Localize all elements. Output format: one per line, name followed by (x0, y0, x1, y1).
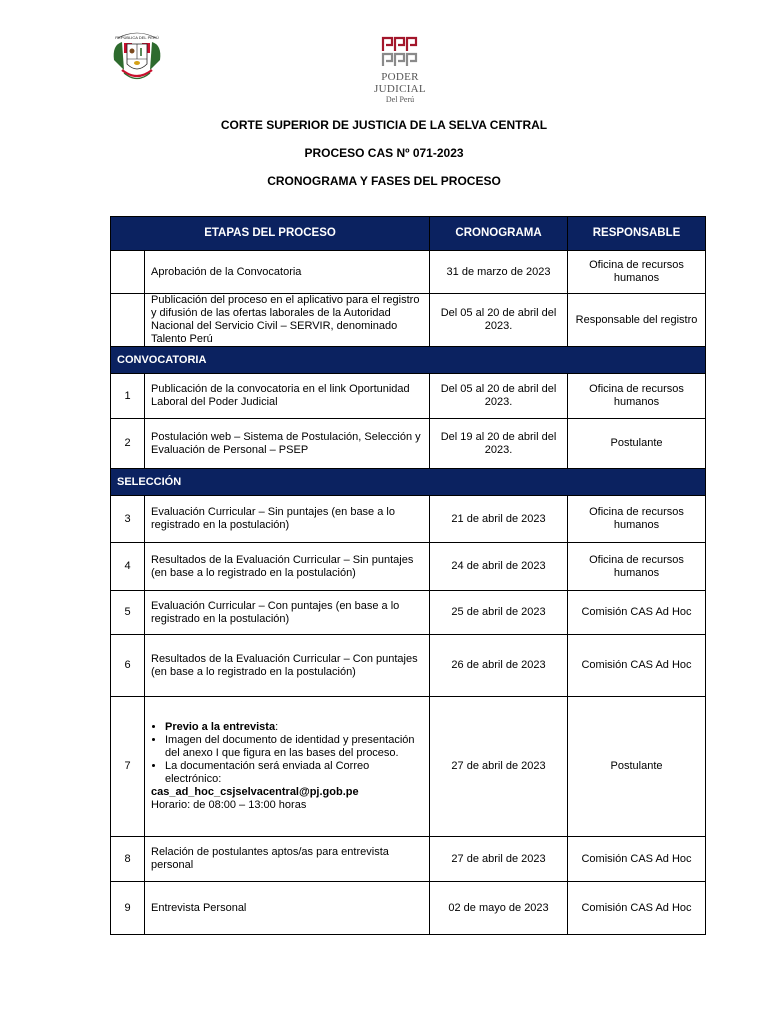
row-responsible: Comisión CAS Ad Hoc (568, 882, 706, 935)
row-number: 3 (111, 496, 145, 543)
row-responsible: Comisión CAS Ad Hoc (568, 591, 706, 635)
row-number: 5 (111, 591, 145, 635)
list-item (165, 721, 423, 734)
row-stage: Postulación web – Sistema de Postulación, Selección y Evaluación de Personal – PSEP (145, 419, 430, 469)
row-responsible: Comisión CAS Ad Hoc (568, 635, 706, 697)
contact-email: cas_ad_hoc_csjselvacentral@pj.gob.pe (151, 786, 359, 798)
colon-text: : (275, 721, 279, 733)
row-responsible: Responsable del registro (568, 294, 706, 347)
row-responsible: Oficina de recursos humanos (568, 374, 706, 419)
col-header-schedule: CRONOGRAMA (430, 217, 568, 251)
section-label: SELECCIÓN (111, 469, 706, 496)
row-responsible: Postulante (568, 419, 706, 469)
section-label: CONVOCATORIA (111, 347, 706, 374)
schedule-table (110, 216, 706, 935)
row-responsible: Oficina de recursos humanos (568, 543, 706, 591)
office-hours: Horario: de 08:00 – 13:00 horas (151, 799, 307, 811)
row-stage: Entrevista Personal (145, 882, 430, 935)
row-responsible: Oficina de recursos humanos (568, 496, 706, 543)
table-row (111, 591, 706, 635)
row-date: Del 19 al 20 de abril del 2023. (430, 419, 568, 469)
col-header-responsible: RESPONSABLE (568, 217, 706, 251)
col-header-stages: ETAPAS DEL PROCESO (111, 217, 430, 251)
row-date: 21 de abril de 2023 (430, 496, 568, 543)
row-date: 31 de marzo de 2023 (430, 251, 568, 294)
table-row (111, 419, 706, 469)
list-item: • La documentación será enviada al Correo electrónico: (165, 760, 423, 786)
row-stage: Resultados de la Evaluación Curricular – Con puntajes (en base a lo registrado en la postulación) (145, 635, 430, 697)
table-header-row (111, 217, 706, 251)
row-number: 7 (111, 697, 145, 837)
section-row-seleccion (111, 469, 706, 496)
row-number (111, 251, 145, 294)
schedule-title: CRONOGRAMA Y FASES DEL PROCESO (267, 174, 501, 188)
row-stage: Publicación de la convocatoria en el link Oportunidad Laboral del Poder Judicial (145, 374, 430, 419)
poder-judicial-sub: Del Perú (385, 95, 415, 104)
court-title: CORTE SUPERIOR DE JUSTICIA DE LA SELVA CENTRAL (220, 118, 548, 132)
process-number: PROCESO CAS Nº 071-2023 (304, 146, 464, 160)
row-stage: Publicación del proceso en el aplicativo para el registro y difusión de las ofertas laborales de la Autoridad Nacional del Servicio Civil – SERVIR, denominado Talento Perú (145, 294, 430, 347)
row-stage: Aprobación de la Convocatoria (145, 251, 430, 294)
row-date: 27 de abril de 2023 (430, 837, 568, 882)
row-number: 2 (111, 419, 145, 469)
row-stage: Evaluación Curricular – Sin puntajes (en base a lo registrado en la postulación) (145, 496, 430, 543)
row-responsible: Oficina de recursos humanos (568, 251, 706, 294)
row-date: 25 de abril de 2023 (430, 591, 568, 635)
row-date: 02 de mayo de 2023 (430, 882, 568, 935)
poder-judicial-emblem-icon (380, 35, 420, 69)
svg-text:REPÚBLICA DEL PERÚ: REPÚBLICA DEL PERÚ (115, 35, 159, 40)
table-row (111, 635, 706, 697)
table-row (111, 882, 706, 935)
table-row (111, 496, 706, 543)
row-date: Del 05 al 20 de abril del 2023. (430, 374, 568, 419)
row-stage: Relación de postulantes aptos/as para entrevista personal (145, 837, 430, 882)
row-stage: Resultados de la Evaluación Curricular – Sin puntajes (en base a lo registrado en la postulación) (145, 543, 430, 591)
poder-judicial-name: PODER JUDICIAL (374, 71, 426, 95)
list-item: • Imagen del documento de identidad y presentación del anexo I que figura en las bases del proceso. (165, 734, 423, 760)
row-date: 27 de abril de 2023 (430, 697, 568, 837)
table-row (111, 837, 706, 882)
poder-judicial-logo (355, 35, 445, 104)
row-number (111, 294, 145, 347)
row-responsible: Postulante (568, 697, 706, 837)
table-row (111, 374, 706, 419)
row-date: Del 05 al 20 de abril del 2023. (430, 294, 568, 347)
table-row (111, 251, 706, 294)
row-number: 8 (111, 837, 145, 882)
row-responsible: Comisión CAS Ad Hoc (568, 837, 706, 882)
section-row-convocatoria (111, 347, 706, 374)
table-row (111, 697, 706, 837)
row-date: 26 de abril de 2023 (430, 635, 568, 697)
row-number: 4 (111, 543, 145, 591)
table-row (111, 543, 706, 591)
peru-coat-of-arms-logo (110, 30, 164, 86)
row-stage (145, 697, 430, 837)
interview-heading: Previo a la entrevista (165, 721, 276, 733)
row-stage: Evaluación Curricular – Con puntajes (en base a lo registrado en la postulación) (145, 591, 430, 635)
row-number: 1 (111, 374, 145, 419)
interview-requirements-list (151, 721, 423, 786)
row-number: 9 (111, 882, 145, 935)
row-date: 24 de abril de 2023 (430, 543, 568, 591)
row-number: 6 (111, 635, 145, 697)
table-row (111, 294, 706, 347)
